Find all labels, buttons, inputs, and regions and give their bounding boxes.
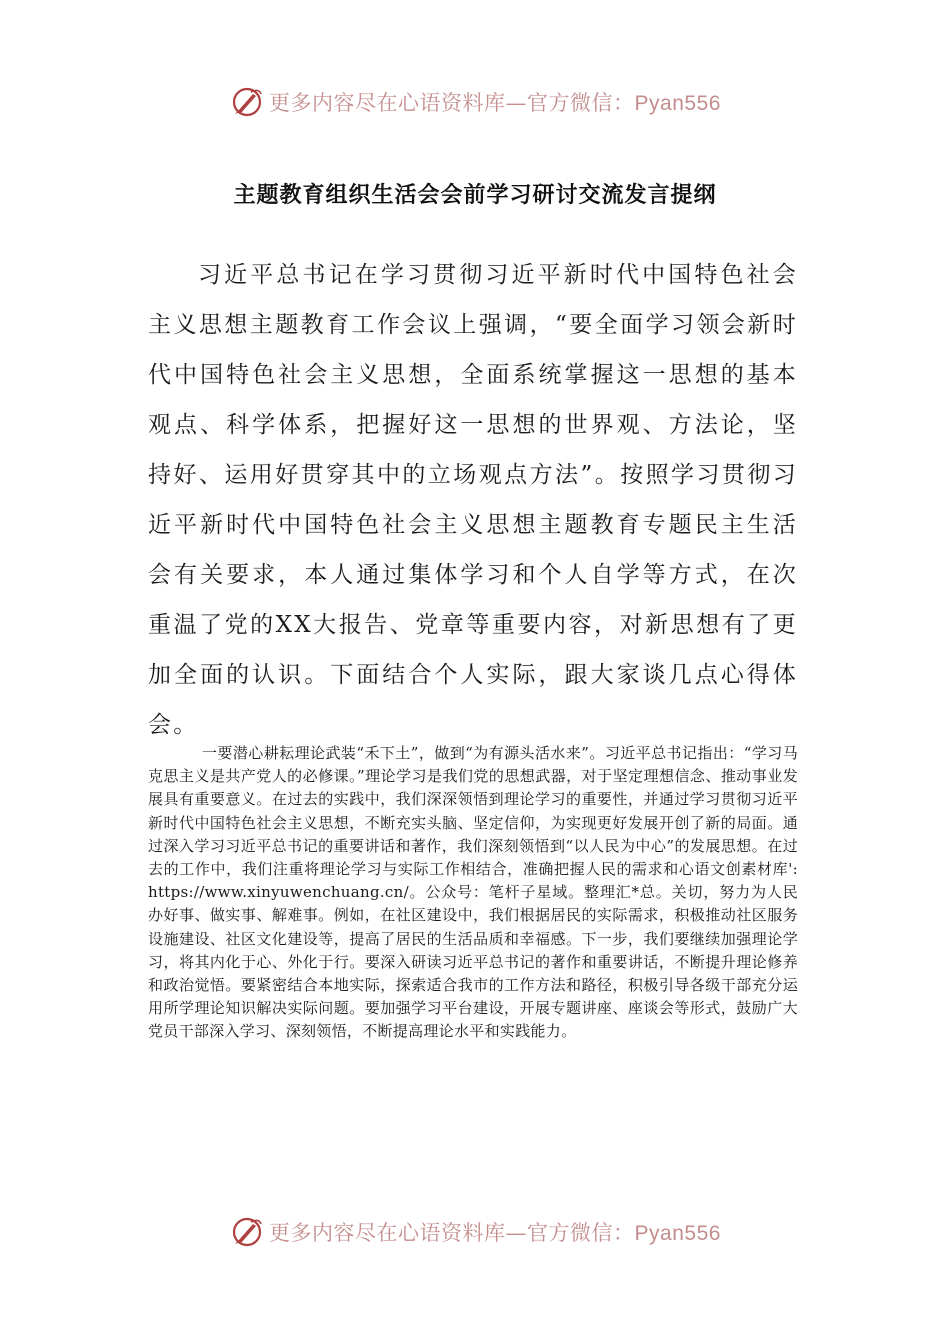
watermark-text: 更多内容尽在心语资料库—官方微信：Pyan556 (269, 1221, 721, 1245)
document-title: 主题教育组织生活会会前学习研讨交流发言提纲 (233, 183, 717, 208)
pen-circle-icon (229, 84, 265, 120)
watermark-text: 更多内容尽在心语资料库—官方微信：Pyan556 (269, 91, 721, 115)
intro-paragraph: 习近平总书记在学习贯彻习近平新时代中国特色社会主义思想主题教育工作会议上强调，“要全面学习领会新时代中国特色社会主义思想，全面系统掌握这一思想的基本观点、科学体系，把握好这一思想的世界观、方法论，坚持好、运用好贯穿其中的立场观点方法”。按照学习贯彻习近平新时代中国特色社会主义思想主题教育专题民主生活会有关要求，本人通过集体学习和个人自学等方式，在次重温了党的XX大报告、党章等重要内容，对新思想有了更加全面的认识。下面结合个人实际，跟大家谈几点心得体会。 (148, 262, 798, 738)
watermark-header (0, 82, 950, 122)
watermark-wechat-id: Pyan556 (634, 1222, 721, 1245)
pen-circle-icon (229, 1214, 265, 1250)
section-paragraph: 一要潜心耕耘理论武装“禾下土”，做到“为有源头活水来”。习近平总书记指出：“学习马克思主义是共产党人的必修课。”理论学习是我们党的思想武器，对于坚定理想信念、推动事业发展具有重要意义。在过去的实践中，我们深深领悟到理论学习的重要性，并通过学习贯彻习近平新时代中国特色社会主义思想，不断充实头脑、坚定信仰，为实现更好发展开创了新的局面。通过深入学习习近平总书记的重要讲话和著作，我们深刻领悟到“以人民为中心”的发展思想。在过去的工作中，我们注重将理论学习与实际工作相结合，准确把握人民的需求和心语文创素材库': https://www.xinyuwenchuang.cn/。公众号：笔杆子星域。整理汇*总。关切，努力为人民办好事、做实事、解难事。例如，在社区建设中，我们根据居民的实际需求，积极推动社区服务设施建设、社区文化建设等，提高了居民的生活品质和幸福感。下一步，我们要继续加强理论学习，将其内化于心、外化于行。要深入研读习近平总书记的著作和重要讲话，不断提升理论修养和政治觉悟。要紧密结合本地实际，探索适合我市的工作方法和路径，积极引导各级干部充分运用所学理论知识解决实际问题。要加强学习平台建设，开展专题讲座、座谈会等形式，鼓励广大党员干部深入学习、深刻领悟，不断提高理论水平和实践能力。 (148, 744, 798, 1041)
watermark-footer (0, 1212, 950, 1252)
watermark-wechat-id: Pyan556 (634, 92, 721, 115)
